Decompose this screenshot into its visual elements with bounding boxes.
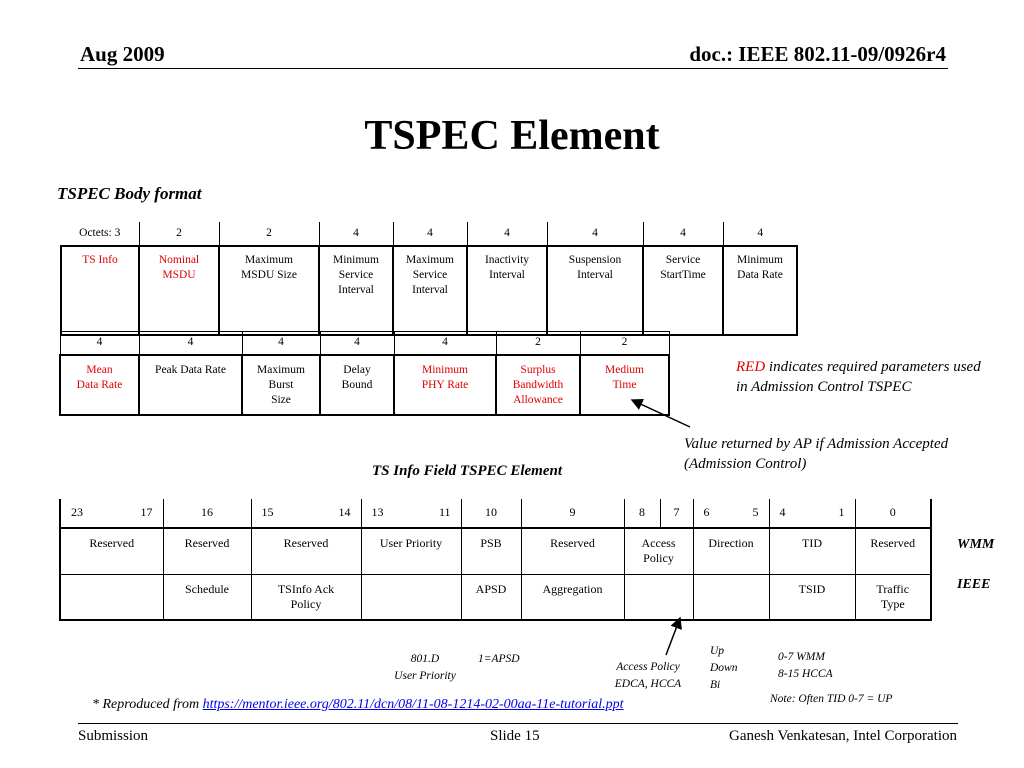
footer-submission: Submission [78,728,149,744]
octet-count: 4 [139,332,242,356]
field-name-line: Interval [489,269,525,281]
tsinfo-field-line: Aggregation [542,582,603,596]
tsinfo-field-line: TSID [798,582,826,596]
body-format-title: TSPEC Body format [57,184,202,203]
field-name-line: Suspension [568,254,622,266]
tsinfo-title: TS Info Field TSPEC Element [372,463,563,479]
ieee-label: IEEE [957,577,991,592]
field-name-line: Nominal [158,254,200,266]
bit-high: 23 [71,505,83,519]
field-name-line: Maximum [406,254,454,266]
tsinfo-field-line: Access [641,536,676,550]
medium-time-arrow [632,400,690,427]
field-name-line: PHY Rate [421,379,469,391]
bit-high: 13 [371,505,384,519]
bit-high: 15 [261,505,274,519]
apsd-annotation: 1=APSD [478,653,520,665]
bit-number: 9 [569,505,576,519]
bit-low: 1 [838,505,845,519]
source-link[interactable]: https://mentor.ieee.org/802.11/dcn/08/11-08-1214-02-00aa-11e-tutorial.ppt [202,697,624,712]
octet-count: 2 [219,222,319,246]
octet-count: Octets: 3 [79,227,121,239]
field-name-line: Service [412,269,448,281]
octet-count: 4 [393,222,467,246]
tsinfo-field-line: Reserved [283,536,329,550]
field-name-line: Allowance [513,394,563,406]
value-note-line-2: (Admission Control) [684,456,807,472]
slide-title: TSPEC Element [364,113,660,159]
octet-count: 4 [467,222,547,246]
octet-count: 4 [547,222,643,246]
value-note-line-1: Value returned by AP if Admission Accepted [684,436,949,452]
required-note-text: indicates required parameters used in Admission Control TSPEC [736,359,981,395]
bit-number: 16 [201,505,213,519]
field-name-line: Time [612,379,637,391]
field-name-line: Maximum [245,254,293,266]
field-name-line: Medium [605,364,644,376]
tid-annotation: 0-7 WMM 8-15 HCCA [778,651,833,680]
access-policy-annotation: Access Policy EDCA, HCCA [614,661,682,690]
tsinfo-field-line: Direction [708,536,754,550]
bit-number: 8 [639,505,645,519]
footer-divider [78,723,958,724]
field-name-line: TS Info [82,254,118,266]
field-name-line: MSDU [162,269,196,281]
field-name-line: Surplus [520,364,556,376]
octet-count: 2 [139,222,219,246]
bit-number: 10 [485,505,497,519]
field-name-line: Minimum [421,364,468,376]
tsinfo-field-line: Type [880,597,905,611]
footer-author: Ganesh Venkatesan, Intel Corporation [729,728,957,744]
octet-count: 4 [643,222,723,246]
bit-number: 0 [889,505,896,519]
reproduced-line [92,697,624,713]
tsinfo-field-line: PSB [480,536,502,550]
reproduced-prefix: * Reproduced from [92,697,203,712]
field-name-line: Burst [268,379,294,391]
field-name-line: Interval [412,284,448,296]
tsinfo-field-line: TID [802,536,822,550]
field-name-line: Bandwidth [512,379,564,391]
tsinfo-field-line: Reserved [870,536,916,550]
field-name-line: MSDU Size [241,269,297,281]
tid-note: Note: Often TID 0-7 = UP [770,693,893,705]
header-date: Aug 2009 [80,42,165,66]
bit-low: 17 [140,505,153,519]
octet-count: 4 [394,332,496,356]
tsinfo-field-line: Reserved [550,536,595,550]
field-name-line: Inactivity [484,254,530,266]
tsinfo-field-line: User Priority [379,536,443,550]
tsinfo-field-line: TSInfo Ack [277,582,335,596]
user-priority-annotation: 801.D User Priority [394,653,456,682]
field-name-line: Size [271,394,291,406]
field-name-line: Bound [341,379,373,391]
field-name-line: Mean [86,364,113,376]
octet-count: 2 [496,332,580,356]
bit-number: 7 [673,505,680,519]
field-name-line: Data Rate [76,379,123,391]
field-name-line: Data Rate [737,269,783,281]
field-name-line: StartTime [660,269,706,281]
tsinfo-field-line: Policy [643,551,674,565]
field-name-line: Interval [338,284,374,296]
octet-count: 4 [723,222,797,246]
field-name-line: Maximum [257,364,305,376]
field-name-line: Service [665,254,701,266]
red-keyword: RED [736,359,766,375]
bit-low: 11 [438,505,451,519]
bit-low: 5 [752,505,759,519]
tsinfo-field-line: Policy [290,597,322,611]
tsinfo-field-line: APSD [475,582,507,596]
field-name-line: Peak Data Rate [155,364,226,376]
octet-count: 4 [319,222,393,246]
tsinfo-field-line: Reserved [89,536,135,550]
bit-high: 4 [779,505,786,519]
header-doc-id: doc.: IEEE 802.11-09/0926r4 [689,42,946,66]
octet-count: 4 [60,332,139,356]
bit-high: 6 [703,505,710,519]
tsinfo-field-line: Reserved [184,536,230,550]
bit-low: 14 [338,505,351,519]
field-name-line: Service [338,269,374,281]
field-name-line: Minimum [736,254,783,266]
access-policy-arrow [666,618,680,655]
wmm-label: WMM [957,537,995,552]
tsinfo-field-line: Traffic [876,582,910,596]
octet-count: 2 [580,332,669,356]
field-name-line: Minimum [332,254,379,266]
octet-count: 4 [320,332,394,356]
tsinfo-field-line: Schedule [185,582,229,596]
field-name-line: Delay [343,364,371,376]
footer-slide-number: Slide 15 [490,728,540,744]
octet-count: 4 [242,332,320,356]
field-name-line: Interval [577,269,613,281]
direction-annotation: Up Down Bi [710,645,738,691]
